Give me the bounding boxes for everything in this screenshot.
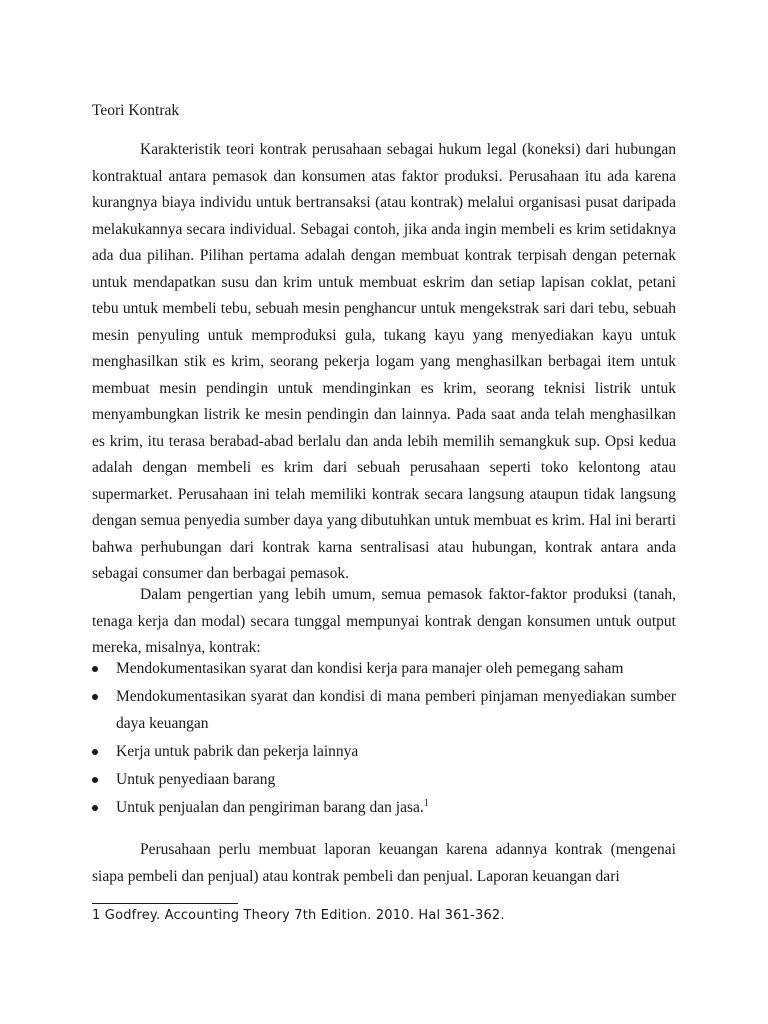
list-item-text: Untuk penjualan dan pengiriman barang dan jasa. — [116, 798, 424, 816]
footnote-separator — [92, 903, 238, 904]
bullet-icon — [92, 805, 98, 811]
document-title: Teori Kontrak — [92, 102, 180, 119]
bullet-icon — [92, 694, 98, 700]
list-item — [92, 795, 676, 822]
footnote-reference[interactable]: 1 — [423, 797, 429, 809]
list-item — [92, 656, 676, 683]
contract-bullet-list — [92, 656, 676, 823]
bullet-icon — [92, 777, 98, 783]
list-item-text: Mendokumentasikan syarat dan kondisi kerja para manajer oleh pemegang saham — [116, 660, 624, 677]
paragraph-intro: Karakteristik teori kontrak perusahaan sebagai hukum legal (koneksi) dari hubungan kontraktual antara pemasok dan konsumen atas faktor produksi. Perusahaan itu ada karena kurangnya biaya individu untuk bertransaksi (atau kontrak) melalui organisasi pusat daripada melakukannya secara individual. Sebagai contoh, jika anda ingin membeli es krim setidaknya ada dua pilihan. Pilihan pertama adalah dengan membuat kontrak terpisah dengan peternak untuk mendapatkan susu dan krim untuk membuat eskrim dan setiap lapisan coklat, petani tebu untuk membeli tebu, sebuah mesin penghancur untuk mengekstrak sari dari tebu, sebuah mesin penyuling untuk memproduksi gula, tukang kayu yang menyediakan kayu untuk menghasilkan stik es krim, seorang pekerja logam yang menghasilkan berbagai item untuk membuat mesin pendingin untuk mendinginkan es krim, seorang teknisi listrik untuk menyambungkan listrik ke mesin pendingin dan lainnya. Pada saat anda telah menghasilkan es krim, itu terasa berabad-abad berlalu dan anda lebih memilih semangkuk sup. Opsi kedua adalah dengan membeli es krim dari sebuah perusahaan seperti toko kelontong atau supermarket. Perusahaan ini telah memiliki kontrak secara langsung ataupun tidak langsung dengan semua penyedia sumber daya yang dibutuhkan untuk membuat es krim. Hal ini berarti bahwa perhubungan dari kontrak karna sentralisasi atau hubungan, kontrak antara anda sebagai consumer dan berbagai pemasok. — [92, 141, 676, 582]
list-item — [92, 739, 676, 766]
list-item — [92, 767, 676, 794]
list-item-text: Untuk penyediaan barang — [116, 770, 276, 788]
bullet-icon — [92, 666, 98, 672]
bullet-icon — [92, 749, 98, 755]
paragraph-financial-reports: Perusahaan perlu membuat laporan keuangan karena adannya kontrak (mengenai siapa pembeli dan penjual) atau kontrak pembeli dan penjual. Laporan keuangan dari — [92, 841, 676, 885]
list-item-text: Kerja untuk pabrik dan pekerja lainnya — [116, 742, 359, 760]
list-item — [92, 684, 676, 737]
paragraph-general-sense: Dalam pengertian yang lebih umum, semua pemasok faktor-faktor produksi (tanah, tenaga kerja dan modal) secara tunggal mempunyai kontrak dengan konsumen untuk output mereka, misalnya, kontrak: — [92, 586, 676, 656]
footnote-text: 1 Godfrey. Accounting Theory 7th Edition. 2010. Hal 361-362. — [92, 908, 505, 923]
list-item-text: Mendokumentasikan syarat dan kondisi di mana pemberi pinjaman menyediakan sumber daya keuangan — [116, 688, 676, 732]
